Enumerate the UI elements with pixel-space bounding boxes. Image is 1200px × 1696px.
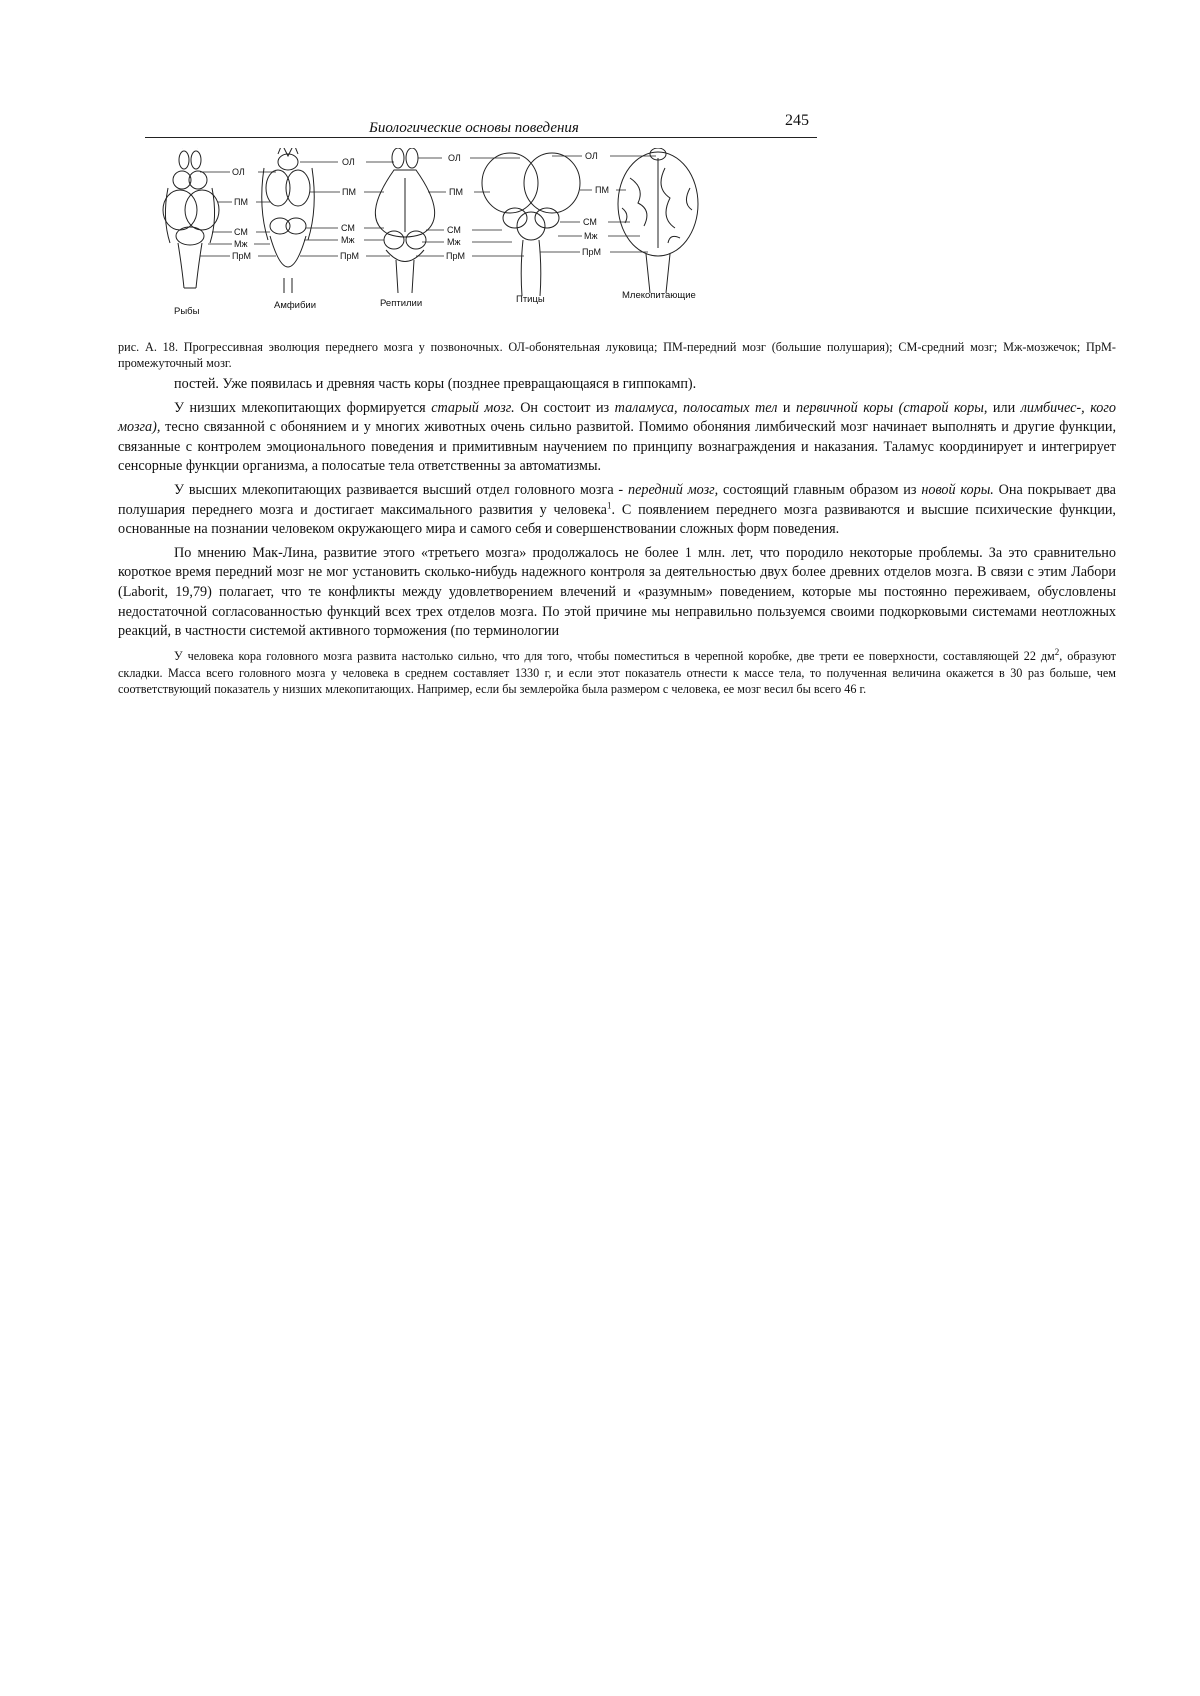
term-limbic-brain: лимбичес-, кого мозга), — [118, 399, 1117, 436]
label-ol: ОЛ — [342, 157, 355, 167]
superscript: 2 — [1054, 646, 1060, 657]
text-run: состоящий главным образом из — [718, 481, 922, 498]
label-prm: ПрМ — [340, 251, 359, 261]
animal-name-fish: Рыбы — [174, 306, 200, 317]
mammal-brain — [618, 148, 698, 293]
label-ol: ОЛ — [448, 153, 461, 163]
label-ol: ОЛ — [585, 151, 598, 161]
footnote — [118, 648, 1116, 698]
paragraph-3 — [118, 481, 1116, 540]
header-rule — [145, 137, 817, 138]
reptile-brain — [375, 148, 434, 293]
running-title: Биологические основы поведения — [369, 120, 579, 136]
label-mzh: Мж — [584, 231, 598, 241]
label-mzh: Мж — [341, 235, 355, 245]
term-old-brain: старый мозг. — [431, 399, 515, 416]
text-run: Она покрывает два полушария переднего мозга и достигает максимального развития у человека — [118, 481, 1116, 518]
animal-names — [174, 290, 696, 317]
label-mzh: Мж — [447, 237, 461, 247]
paragraph-1: постей. Уже появилась и древняя часть коры (позднее превращающаяся в гиппокамп). — [174, 376, 697, 392]
caption-prefix: рис. А. 18. — [118, 340, 179, 354]
label-mzh: Мж — [234, 239, 248, 249]
label-prm: ПрМ — [232, 251, 251, 261]
label-pm: ПМ — [342, 187, 356, 197]
footnote-marker: 1 — [606, 499, 612, 510]
body-text — [118, 375, 1116, 698]
fish-brain — [163, 148, 219, 288]
term-forebrain: передний мозг, — [627, 481, 719, 498]
text-run: или — [987, 399, 1021, 416]
animal-name-birds: Птицы — [516, 294, 545, 305]
paragraph-4: По мнению Мак-Лина, развитие этого «третьего мозга» продолжалось не более 1 млн. лет, что породило некоторые проблемы. За это сравнительно короткое время передний мозг не мог установить сколько-нибудь надежного контроля за деятельностью двух более древних отделов мозга. В связи с этим Лабори (Laborit, 19,79) полагает, что те конфликты между удовлетворением влечений и «разумным» поведением, которые мы постоянно переживаем, обусловлены недостаточной согласованностью функций всех трех отделов мозга. По этой причине мы неправильно пользуемся своими подкорковыми системами неотложных реакций, в частности системой активного торможения (по терминологии — [118, 544, 1116, 640]
label-pm: ПМ — [595, 185, 609, 195]
brain-evolution-figure — [160, 148, 800, 336]
caption-text: Прогрессивная эволюция переднего мозга у позвоночных. ОЛ-обонятельная луковица; ПМ-передний мозг (большие полушария); СМ-средний мозг; Мж-мозжечок; ПрМ-промежуточный мозг. — [118, 340, 1116, 370]
amphibian-brain — [262, 148, 315, 293]
figure-caption — [118, 339, 1116, 371]
label-pm: ПМ — [234, 197, 248, 207]
text-run: , образуют складки. Масса всего головного мозга у человека в среднем составляет 1330 г, и если этот показатель отнести к массе тела, то полученная величина окажется в 30 раз больше, чем соответствующий показатель у низших млекопитающих. Например, если бы землеройка была размером с человека, ее мозг весил бы всего 46 г. — [118, 648, 1116, 697]
label-sm: СМ — [234, 227, 248, 237]
text-run: У низших млекопитающих формируется — [174, 399, 432, 416]
label-prm: ПрМ — [582, 247, 601, 257]
label-pm: ПМ — [449, 187, 463, 197]
label-sm: СМ — [583, 217, 597, 227]
label-leaders — [200, 156, 656, 256]
text-run: . С появлением переднего мозга развиваются и высшие психические функции, основанные на познании человеком окружающего мира и самого себя и совершенствовании сложных форм поведения. — [118, 501, 1116, 538]
term-thalamus: таламуса, полосатых тел — [614, 399, 778, 416]
label-prm: ПрМ — [446, 251, 465, 261]
label-sm: СМ — [341, 223, 355, 233]
text-run: и — [777, 399, 797, 416]
page-number: 245 — [785, 112, 809, 129]
animal-name-reptiles: Рептилии — [380, 298, 423, 309]
brain-drawings — [160, 148, 800, 336]
paragraph-2 — [118, 399, 1116, 477]
term-primary-cortex: первичной коры (старой коры, — [796, 399, 988, 416]
text-run: тесно связанной с обонянием и у многих животных очень сильно развитой. Помимо обоняния лимбический мозг начинает выполнять и другие функции, связанные с контролем эмоционального поведения и примитивным научением по принципу вознаграждения и наказания. Таламус координирует и интегрирует сенсорные функции организма, а полосатые тела ответственны за автоматизмы. — [118, 419, 1116, 475]
text-run: У высших млекопитающих развивается высший отдел головного мозга - — [174, 481, 628, 498]
label-sm: СМ — [447, 225, 461, 235]
animal-name-amphibians: Амфибии — [274, 300, 317, 311]
term-neocortex: новой коры. — [921, 481, 994, 498]
label-ol: ОЛ — [232, 167, 245, 177]
bird-brain — [482, 153, 580, 296]
animal-name-mammals: Млекопитающие — [622, 290, 696, 301]
part-labels — [232, 151, 609, 261]
text-run: Он состоит из — [514, 399, 615, 416]
text-run: У человека кора головного мозга развита настолько сильно, что для того, чтобы поместиться в черепной коробке, две трети ее поверхности, составляющей 22 дм — [174, 648, 1055, 663]
page-header — [145, 112, 817, 138]
